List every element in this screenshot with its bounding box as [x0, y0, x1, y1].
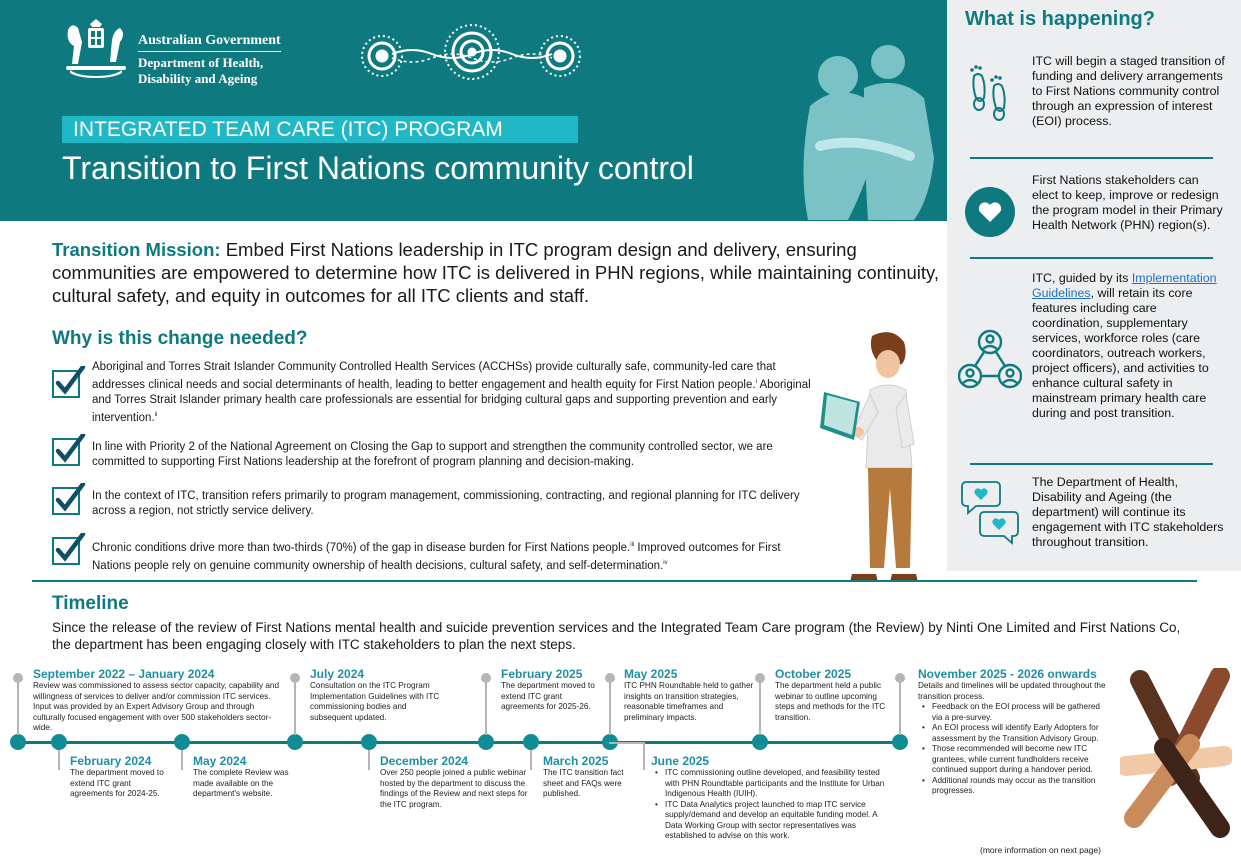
- why-item-1: [92, 360, 812, 426]
- timeline-stem: [294, 677, 296, 735]
- timeline-title: Timeline: [52, 593, 129, 614]
- hugging-people-illustration: [790, 36, 940, 221]
- timeline-stem: [609, 677, 611, 735]
- event-date: February 2025: [501, 667, 583, 681]
- what-is-happening-title: What is happening?: [965, 8, 1155, 30]
- event-date: June 2025: [651, 754, 710, 768]
- why-item-4-text: Chronic conditions drive more than two-thirds (70%) of the gap in disease burden for First Nations people.: [92, 541, 631, 554]
- timeline-stem: [17, 677, 19, 735]
- timeline-node: [752, 734, 768, 750]
- section-divider: [32, 580, 1197, 582]
- timeline-stem-dot: [13, 673, 23, 683]
- why-item-2: In line with Priority 2 of the National Agreement on Closing the Gap to support and strengthen the community controlled sector, we are committed to supporting First Nations leadership at the forefront of program planning and decision-making.: [92, 441, 773, 468]
- timeline-stem-dot: [755, 673, 765, 683]
- footnote-ref: i: [755, 379, 757, 385]
- timeline-intro: Since the release of the review of First Nations mental health and suicide prevention services and the Integrated Team Care program (the Review) by Ninti One Limited and First Nations Co, the department has been engaging closely with ITC stakeholders to plan the next steps.: [52, 620, 1181, 652]
- timeline-stem: [368, 750, 370, 770]
- checkbox-tick-icon: [52, 434, 86, 466]
- timeline-node: [10, 734, 26, 750]
- what-item-3-rest: , will retain its core features including care coordination, supplementary services, workforce roles (care coordinators, outreach workers, project officers), and activities to enhance cultural safety in mainstream primary health care during and post transition.: [1032, 286, 1209, 420]
- event-date: March 2025: [543, 754, 609, 768]
- why-item-4: [92, 538, 812, 574]
- timeline-event-feb-2025: [501, 667, 605, 713]
- divider: [970, 463, 1213, 465]
- event-desc: The department held a public webinar to outline upcoming steps and methods for the ITC transition.: [775, 681, 886, 722]
- timeline-node: [51, 734, 67, 750]
- speech-hearts-icon: [960, 476, 1020, 546]
- person-reading-illustration: [818, 328, 936, 586]
- footnote-ref: iv: [663, 559, 668, 566]
- timeline-stem: [485, 677, 487, 735]
- coat-of-arms-logo: [60, 18, 132, 78]
- checkbox-tick-icon: [52, 533, 86, 565]
- people-network-icon: [958, 328, 1022, 390]
- why-item-1-text-2: Aboriginal and Torres Strait Islander primary health care professionals are essential for bridging cultural gaps and supporting prevention and early intervention.: [92, 378, 811, 424]
- timeline-stem: [759, 677, 761, 735]
- timeline-event-jul-2024: [310, 667, 440, 723]
- timeline-event-may-2024: [193, 754, 299, 800]
- why-item-1-text: Aboriginal and Torres Strait Islander Community Controlled Health Services (ACCHSs) provide culturally safe, community-led care that addresses clinical needs and social determinants of health, leading to better engagement and health equity for First Nation people.: [92, 361, 776, 391]
- implementation-guidelines-link[interactable]: Implementation Guidelines: [1032, 271, 1217, 300]
- heart-icon: [964, 186, 1016, 238]
- linked-hands-illustration: [1120, 668, 1232, 848]
- event-desc: Consultation on the ITC Program Implementation Guidelines with ITC commissioning bodies and subsequent updated.: [310, 681, 440, 722]
- checkbox-tick-icon: [52, 366, 86, 398]
- why-item-3: In the context of ITC, transition refers primarily to program management, commissioning, contracting, and regional planning for ITC delivery across a region, not strictly service delivery.: [92, 490, 800, 517]
- event-list-item: • An EOI process will identify Early Adopters for assessment by the Transition Advisory Group.: [918, 723, 1110, 744]
- why-section-title: Why is this change needed?: [52, 328, 308, 349]
- event-date: November 2025 - 2026 onwards: [918, 667, 1097, 681]
- divider: [970, 157, 1213, 159]
- why-item-4-text-2: Improved outcomes for First Nations people rely on genuine community ownership of health decisions, cultural safety, and self-determination.: [92, 541, 781, 572]
- event-desc: Over 250 people joined a public webinar hosted by the department to discuss the findings of the Review and next steps for the ITC program.: [380, 768, 528, 809]
- what-item-4-text: The Department of Health, Disability and Ageing (the department) will continue its engagement with ITC stakeholders throughout transition.: [1032, 475, 1224, 549]
- mission-label: Transition Mission:: [52, 239, 221, 260]
- gov-line-1: Australian Government: [138, 33, 281, 52]
- transition-mission: [52, 238, 942, 307]
- timeline-stem: [643, 742, 645, 770]
- what-item-1-text: ITC will begin a staged transition of funding and delivery arrangements to First Nations community control through an expression of interest (EOI) process.: [1032, 54, 1225, 128]
- event-date: May 2025: [624, 667, 678, 681]
- program-tag: INTEGRATED TEAM CARE (ITC) PROGRAM: [62, 116, 578, 143]
- event-desc: Details and timelines will be updated throughout the transition process.: [918, 681, 1106, 701]
- timeline-axis: [14, 741, 904, 744]
- footer-note: (more information on next page): [980, 845, 1101, 855]
- timeline-stem-dot: [481, 673, 491, 683]
- event-date: September 2022 – January 2024: [33, 667, 215, 681]
- timeline-stem-dot: [605, 673, 615, 683]
- event-desc: ITC PHN Roundtable held to gather insights on transition strategies, reasonable timeframes and preliminary impacts.: [624, 681, 754, 722]
- timeline-stem: [58, 750, 60, 770]
- what-item-3-text: [1032, 271, 1228, 421]
- event-desc: The department moved to extend ITC grant agreements for 2025-26.: [501, 681, 595, 711]
- event-list: [918, 702, 1110, 797]
- footprints-icon: [966, 62, 1012, 122]
- gov-line-2: Department of Health,: [138, 55, 264, 70]
- divider: [970, 257, 1213, 259]
- event-desc: The department moved to extend ITC grant agreements for 2024-25.: [70, 768, 164, 798]
- event-list-item: • Additional rounds may occur as the transition progresses.: [918, 776, 1110, 797]
- event-list-item: • ITC commissioning outline developed, and feasibility tested with PHN Roundtable participants and the Institute for Urban Indigenous Health (IUIH).: [651, 768, 887, 800]
- gov-line-3: Disability and Ageing: [138, 71, 258, 86]
- event-desc: Review was commissioned to assess sector capacity, capability and willingness of services to deliver and/or commission ITC services. Input was provided by an Expert Advisory Group and through culturally focused engagement with over 500 stakeholders sector-wide.: [33, 681, 280, 732]
- timeline-stem-dot: [895, 673, 905, 683]
- timeline-event-feb-2024: [70, 754, 176, 800]
- what-item-2-text: First Nations stakeholders can elect to keep, improve or redesign the program model in their Primary Health Network (PHN) region(s).: [1032, 173, 1223, 232]
- checkbox-tick-icon: [52, 483, 86, 515]
- header-banner: [0, 0, 947, 221]
- timeline-node: [361, 734, 377, 750]
- timeline-stem: [530, 750, 532, 770]
- timeline-event-jun-2025: [651, 754, 887, 842]
- event-list: [651, 768, 887, 842]
- event-date: December 2024: [380, 754, 469, 768]
- dot-art-decoration: [352, 18, 584, 90]
- timeline-stem: [609, 742, 645, 744]
- timeline-event-oct-2025: [775, 667, 893, 723]
- footnote-ref: ii: [154, 411, 158, 418]
- what-item-3-lead: ITC, guided by its: [1032, 271, 1132, 285]
- event-list-item: • ITC Data Analytics project launched to map ITC service supply/demand and develop an equitable funding model. A Data Working Group with sector representatives was established to advise on this work.: [651, 800, 887, 842]
- event-list-item: • Feedback on the EOI process will be gathered via a pre-survey.: [918, 702, 1110, 723]
- timeline-node: [174, 734, 190, 750]
- event-desc: The ITC transition fact sheet and FAQs were published.: [543, 768, 624, 798]
- timeline-event-dec-2024: [380, 754, 530, 810]
- page-title: Transition to First Nations community control: [62, 150, 694, 186]
- timeline-node: [287, 734, 303, 750]
- timeline-event-may-2025: [624, 667, 754, 723]
- timeline-event-sep-2022: [33, 667, 285, 734]
- timeline-event-mar-2025: [543, 754, 635, 800]
- event-date: May 2024: [193, 754, 247, 768]
- government-wordmark: [138, 33, 281, 87]
- timeline-node: [478, 734, 494, 750]
- timeline-node: [892, 734, 908, 750]
- event-desc: The complete Review was made available on the department's website.: [193, 768, 289, 798]
- event-list-item: • Those recommended will become new ITC grantees, while current fundholders receive continued support during a handover period.: [918, 744, 1110, 776]
- timeline-node: [523, 734, 539, 750]
- timeline-event-nov-2025: [918, 667, 1110, 797]
- footnote-ref: iii: [630, 542, 635, 548]
- timeline-stem: [899, 677, 901, 735]
- event-date: October 2025: [775, 667, 852, 681]
- timeline-stem: [181, 750, 183, 770]
- timeline-stem-dot: [290, 673, 300, 683]
- event-date: February 2024: [70, 754, 152, 768]
- mission-text: Embed First Nations leadership in ITC program design and delivery, ensuring communities are empowered to determine how ITC is delivered in PHN regions, while maintaining continuity, cultural safety, and equity in outcomes for all ITC clients and staff.: [52, 239, 940, 306]
- event-date: July 2024: [310, 667, 365, 681]
